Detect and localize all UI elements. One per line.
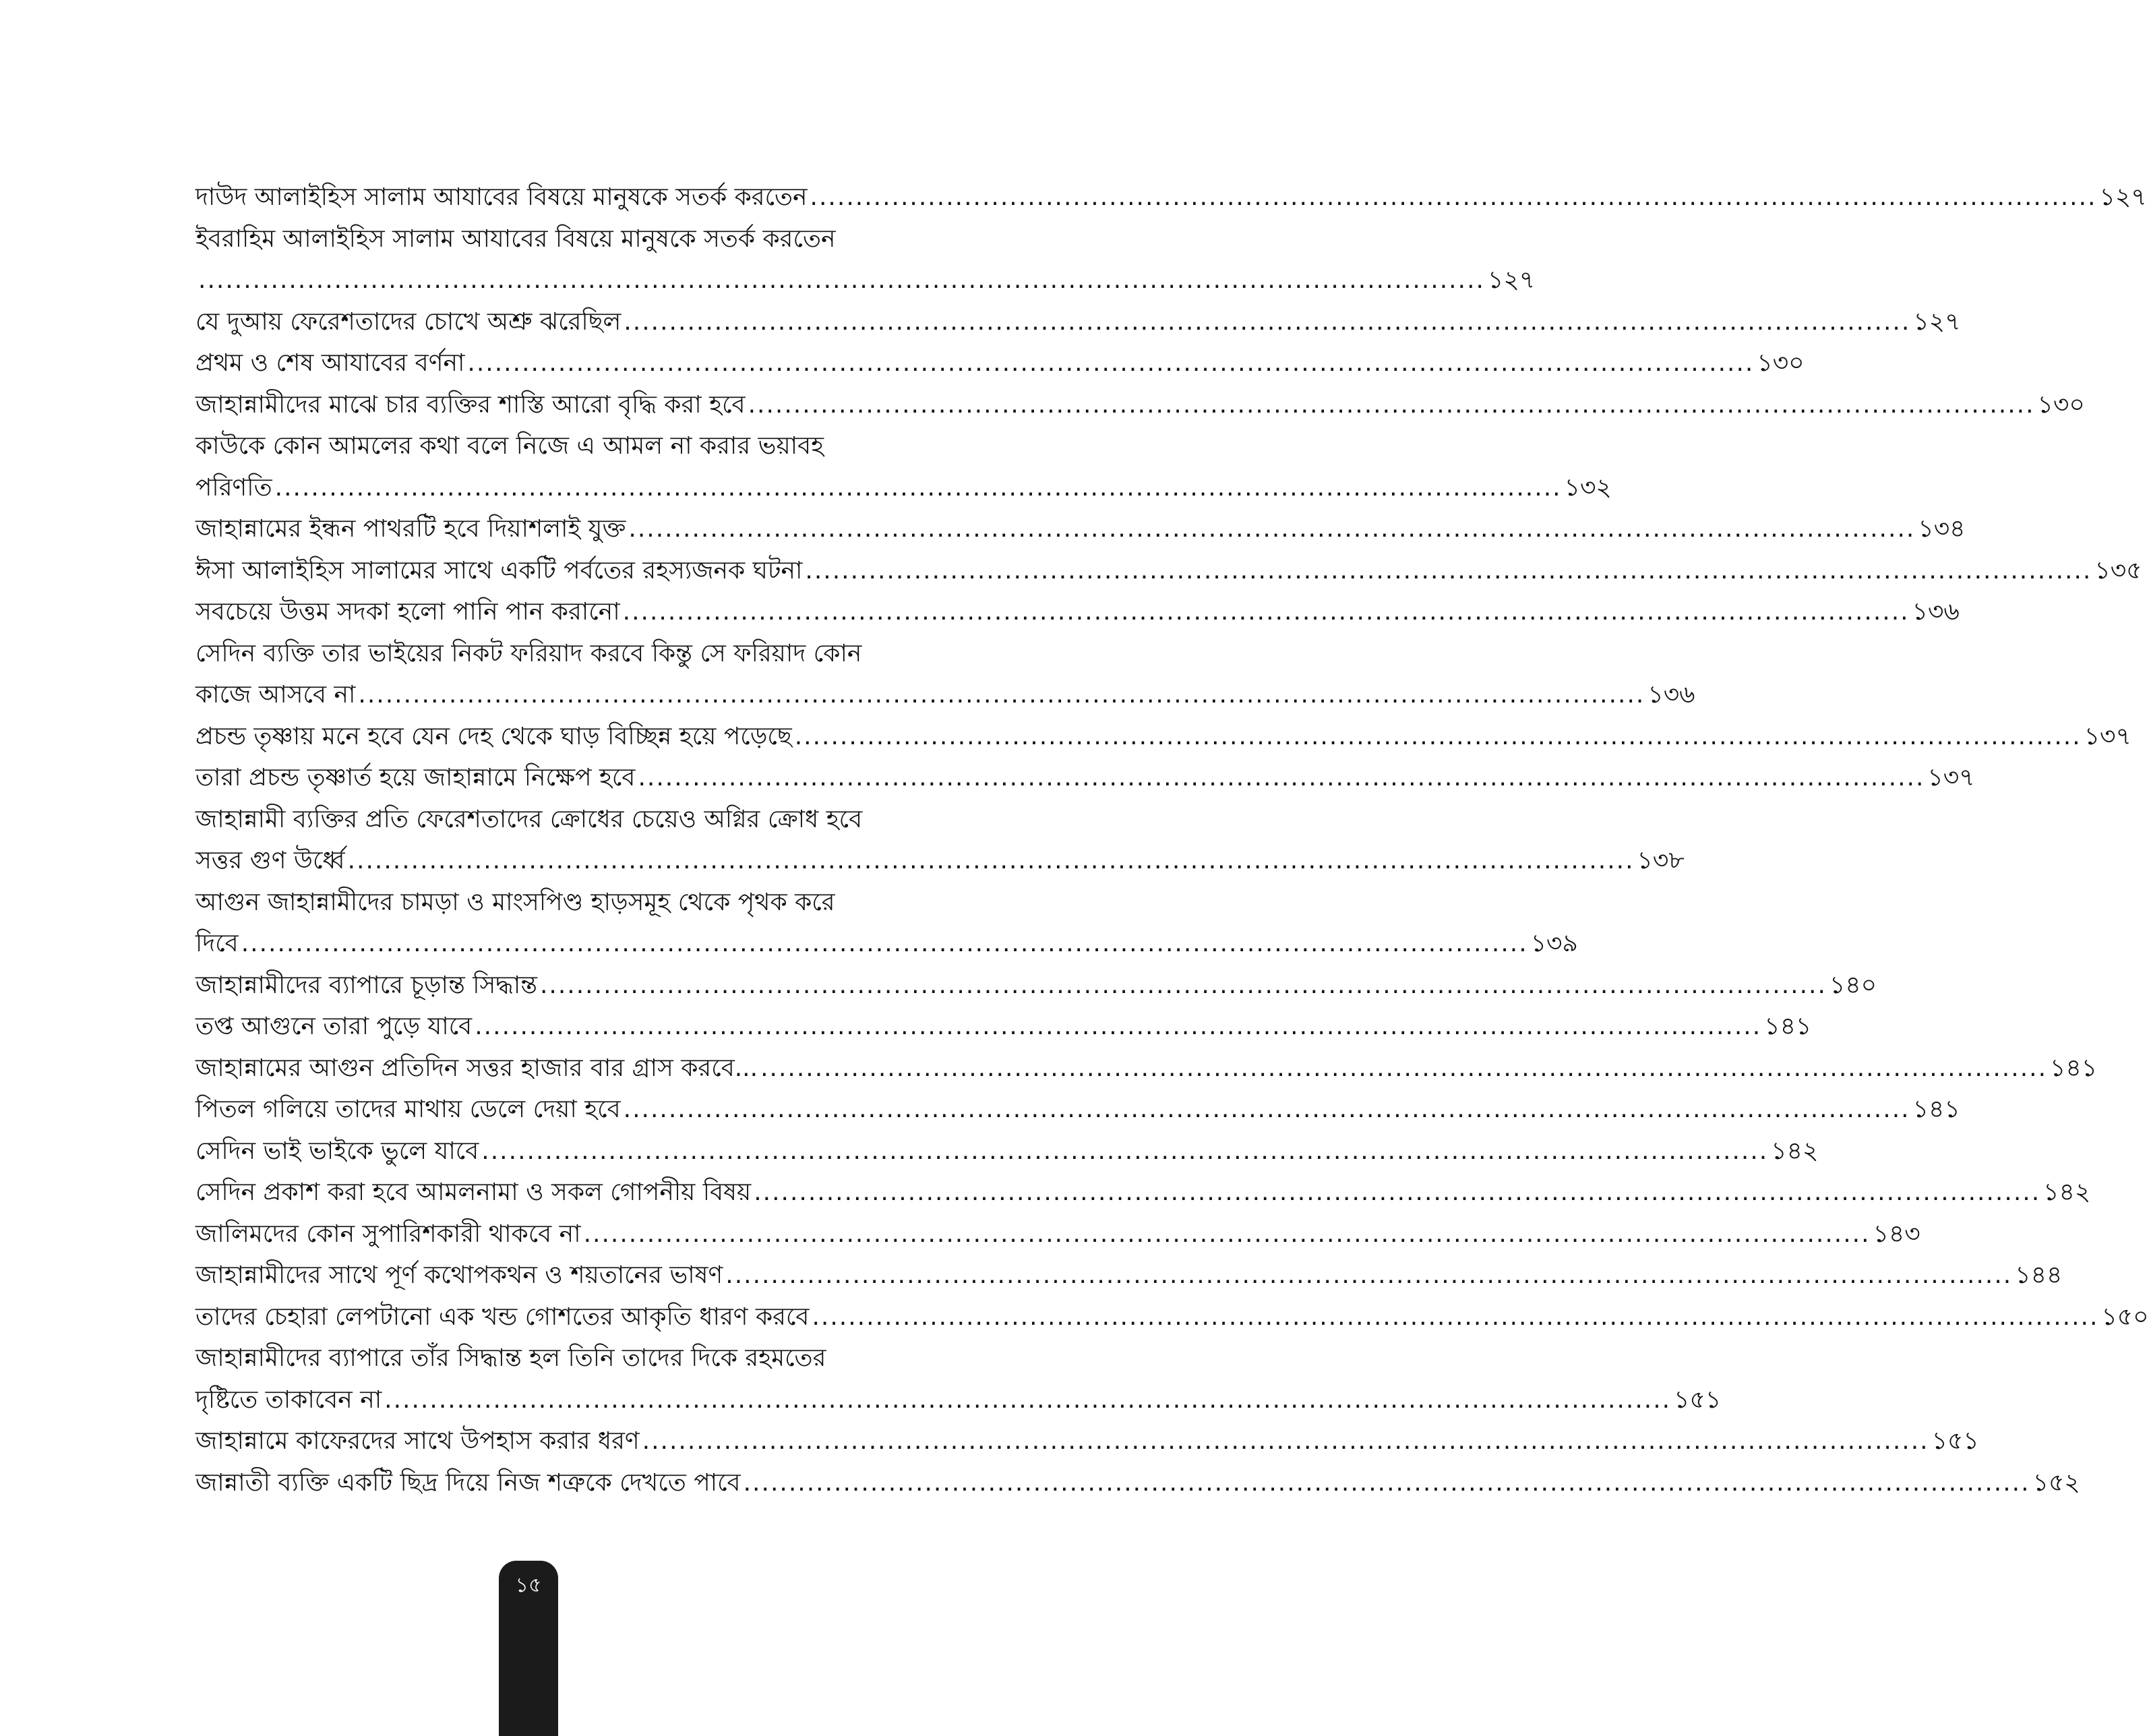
- leader-dots: ..............................................................................................................................................: [760, 1054, 2048, 1082]
- entry-title-continued: সত্তর গুণ উর্ধ্বে: [195, 847, 345, 874]
- toc-entry: [195, 177, 2147, 218]
- leader-dots: ..............................................................................................................................................: [198, 266, 1485, 294]
- toc-entry: [195, 1006, 1812, 1048]
- leader-dots: ..............................................................................................................................................: [384, 1385, 1672, 1414]
- leader-dots: ..............................................................................................................................................: [754, 1178, 2041, 1206]
- entry-title: জালিমদের কোন সুপারিশকারী থাকবে না: [195, 1220, 581, 1248]
- entry-page: ১৩৬: [1647, 681, 1695, 709]
- entry-page: ১৪১: [1764, 1013, 1812, 1040]
- toc-entry: [195, 1420, 1979, 1462]
- entry-title: ইবরাহিম আলাইহিস সালাম আযাবের বিষয়ে মানুষকে সতর্ক করতেন: [195, 225, 836, 253]
- table-of-contents: [195, 177, 2149, 1503]
- entry-page: ১৫২: [2032, 1468, 2080, 1497]
- entry-page: ১৫১: [1931, 1427, 1979, 1455]
- entry-title: তারা প্রচন্ড তৃষ্ণার্ত হয়ে জাহান্নামে নিক্ষেপ হবে: [195, 764, 636, 791]
- page-number: ১৫: [515, 1574, 542, 1597]
- toc-entry: [195, 342, 1805, 384]
- page-number-tab: [499, 1561, 558, 1736]
- toc-entry: [195, 591, 1960, 633]
- entry-page: ১৪৪: [2015, 1261, 2063, 1289]
- leader-dots: ..............................................................................................................................................: [624, 307, 1911, 336]
- entry-page: ১৩৮: [1637, 847, 1685, 874]
- entry-title: জান্নাতী ব্যক্তি একটি ছিদ্র দিয়ে নিজ শত্রুকে দেখতে পাবে: [195, 1468, 741, 1497]
- toc-entry: [195, 384, 2085, 426]
- entry-title: কাউকে কোন আমলের কথা বলে নিজে এ আমল না করার ভয়াবহ: [195, 432, 824, 460]
- leader-dots: ..............................................................................................................................................: [628, 515, 1916, 543]
- entry-page: ১২৭: [2099, 183, 2147, 211]
- entry-title: দাউদ আলাইহিস সালাম আযাবের বিষয়ে মানুষকে সতর্ক করতেন: [195, 183, 808, 211]
- entry-title: জাহান্নামীদের মাঝে চার ব্যক্তির শাস্তি আরো বৃদ্ধি করা হবে: [195, 390, 746, 419]
- toc-entry: [195, 218, 1536, 301]
- entry-page: ১৪১: [2050, 1054, 2098, 1082]
- entry-page: ১৫০: [2101, 1303, 2149, 1331]
- entry-page: ১৫১: [1674, 1385, 1722, 1414]
- entry-page: ১৩৬: [1912, 598, 1960, 626]
- entry-page: ১৪৩: [1873, 1220, 1920, 1248]
- toc-entry: [195, 716, 2131, 758]
- leader-dots: ..............................................................................................................................................: [475, 1013, 1762, 1040]
- leader-dots: ..............................................................................................................................................: [467, 349, 1755, 377]
- entry-page: ১৪১: [1912, 1096, 1960, 1123]
- entry-title: সবচেয়ে উত্তম সদকা হলো পানি পান করানো: [195, 598, 620, 626]
- entry-title: তাদের চেহারা লেপটানো এক খন্ড গোশতের আকৃতি ধারণ করবে: [195, 1303, 810, 1331]
- entry-title: পিতল গলিয়ে তাদের মাথায় ডেলে দেয়া হবে: [195, 1096, 621, 1123]
- entry-title: তপ্ত আগুনে তারা পুড়ে যাবে: [195, 1013, 473, 1040]
- leader-dots: ..............................................................................................................................................: [274, 473, 1562, 502]
- toc-entry: [195, 1048, 2098, 1089]
- toc-entry: [195, 1214, 1920, 1255]
- toc-entry: [195, 1172, 2091, 1214]
- entry-title: প্রথম ও শেষ আযাবের বর্ণনা: [195, 349, 465, 377]
- leader-dots: ..............................................................................................................................................: [812, 1303, 2099, 1331]
- entry-page: ১৪০: [1829, 971, 1877, 999]
- entry-title: প্রচন্ড তৃষ্ণায় মনে হবে যেন দেহ থেকে ঘাড় বিচ্ছিন্ন হয়ে পড়েছে: [195, 722, 792, 750]
- entry-page: ১৪২: [2043, 1178, 2091, 1206]
- leader-dots: ..............................................................................................................................................: [642, 1427, 1929, 1455]
- entry-page: ১৩৪: [1918, 515, 1966, 543]
- leader-dots: ..............................................................................................................................................: [810, 183, 2097, 211]
- entry-title: সেদিন ভাই ভাইকে ভুলে যাবে: [195, 1137, 479, 1165]
- entry-title: সেদিন ব্যক্তি তার ভাইয়ের নিকট ফরিয়াদ করবে কিন্তু সে ফরিয়াদ কোন: [195, 639, 862, 667]
- toc-entry: [195, 1462, 2080, 1504]
- entry-page: ১২৭: [1913, 307, 1961, 336]
- leader-dots: ..............................................................................................................................................: [358, 681, 1645, 709]
- leader-dots: ..............................................................................................................................................: [743, 1468, 2030, 1497]
- entry-title-continued: কাজে আসবে না: [195, 681, 356, 709]
- entry-title: জাহান্নামী ব্যক্তির প্রতি ফেরেশতাদের ক্রোধের চেয়েও অগ্নির ক্রোধ হবে: [195, 805, 863, 833]
- entry-page: ১৩০: [1757, 349, 1805, 377]
- entry-title: জাহান্নামীদের সাথে পূর্ণ কথোপকথন ও শয়তানের ভাষণ: [195, 1261, 723, 1289]
- leader-dots: ..............................................................................................................................................: [725, 1261, 2013, 1289]
- leader-dots: ..............................................................................................................................................: [748, 390, 2035, 419]
- leader-dots: ..............................................................................................................................................: [539, 971, 1827, 999]
- leader-dots: ..............................................................................................................................................: [481, 1137, 1769, 1165]
- leader-dots: ..............................................................................................................................................: [583, 1220, 1871, 1248]
- leader-dots: ..............................................................................................................................................: [794, 722, 2082, 750]
- entry-title-continued: পরিণতি: [195, 473, 272, 502]
- entry-title-continued: দৃষ্টিতে তাকাবেন না: [195, 1385, 382, 1414]
- toc-entry: [195, 301, 1961, 343]
- toc-entry: [195, 1255, 2063, 1296]
- toc-entry: [195, 965, 1877, 1007]
- toc-entry: [195, 550, 2142, 592]
- entry-page: ১৩৭: [1927, 764, 1975, 791]
- toc-entry: [195, 425, 1612, 508]
- leader-dots: ..............................................................................................................................................: [638, 764, 1925, 791]
- entry-page: ১২৭: [1487, 266, 1536, 294]
- entry-title: যে দুআয় ফেরেশতাদের চোখে অশ্রু ঝরেছিল: [195, 307, 622, 336]
- entry-title: জাহান্নামীদের ব্যাপারে চূড়ান্ত সিদ্ধান্ত: [195, 971, 537, 999]
- leader-dots: ..............................................................................................................................................: [622, 598, 1910, 626]
- entry-title: জাহান্নামে কাফেরদের সাথে উপহাস করার ধরণ: [195, 1427, 640, 1455]
- toc-entry: [195, 633, 1695, 716]
- entry-title: আগুন জাহান্নামীদের চামড়া ও মাংসপিণ্ড হাড়সমূহ থেকে পৃথক করে: [195, 888, 835, 916]
- toc-entry: [195, 1131, 1819, 1172]
- entry-page: ১৩৭: [2084, 722, 2131, 750]
- entry-page: ১৩০: [2037, 390, 2085, 419]
- entry-page: ১৩২: [1564, 473, 1612, 502]
- toc-entry: [195, 757, 1975, 799]
- leader-dots: ..............................................................................................................................................: [805, 556, 2092, 585]
- entry-title: ঈসা আলাইহিস সালামের সাথে একটি পর্বতের রহস্যজনক ঘটনা: [195, 556, 803, 585]
- leader-dots: ..............................................................................................................................................: [347, 847, 1635, 874]
- entry-title: জাহান্নামের আগুন প্রতিদিন সত্তর হাজার বার গ্রাস করবে...: [195, 1054, 758, 1082]
- toc-entry: [195, 1338, 1722, 1420]
- entry-title-continued: দিবে: [195, 930, 239, 957]
- toc-entry: [195, 1089, 1960, 1131]
- entry-page: ১৪২: [1771, 1137, 1819, 1165]
- entry-title: জাহান্নামীদের ব্যাপারে তাঁর সিদ্ধান্ত হল তিনি তাদের দিকে রহমতের: [195, 1344, 826, 1372]
- entry-title: সেদিন প্রকাশ করা হবে আমলনামা ও সকল গোপনীয় বিষয়: [195, 1178, 752, 1206]
- toc-entry: [195, 508, 1966, 550]
- entry-page: ১৩৫: [2094, 556, 2142, 585]
- leader-dots: ..............................................................................................................................................: [623, 1096, 1910, 1123]
- toc-entry: [195, 882, 1578, 965]
- entry-title: জাহান্নামের ইন্ধন পাথরটি হবে দিয়াশলাই যুক্ত: [195, 515, 626, 543]
- leader-dots: ..............................................................................................................................................: [241, 930, 1528, 957]
- toc-entry: [195, 1296, 2149, 1338]
- toc-entry: [195, 799, 1685, 882]
- entry-page: ১৩৯: [1530, 930, 1578, 957]
